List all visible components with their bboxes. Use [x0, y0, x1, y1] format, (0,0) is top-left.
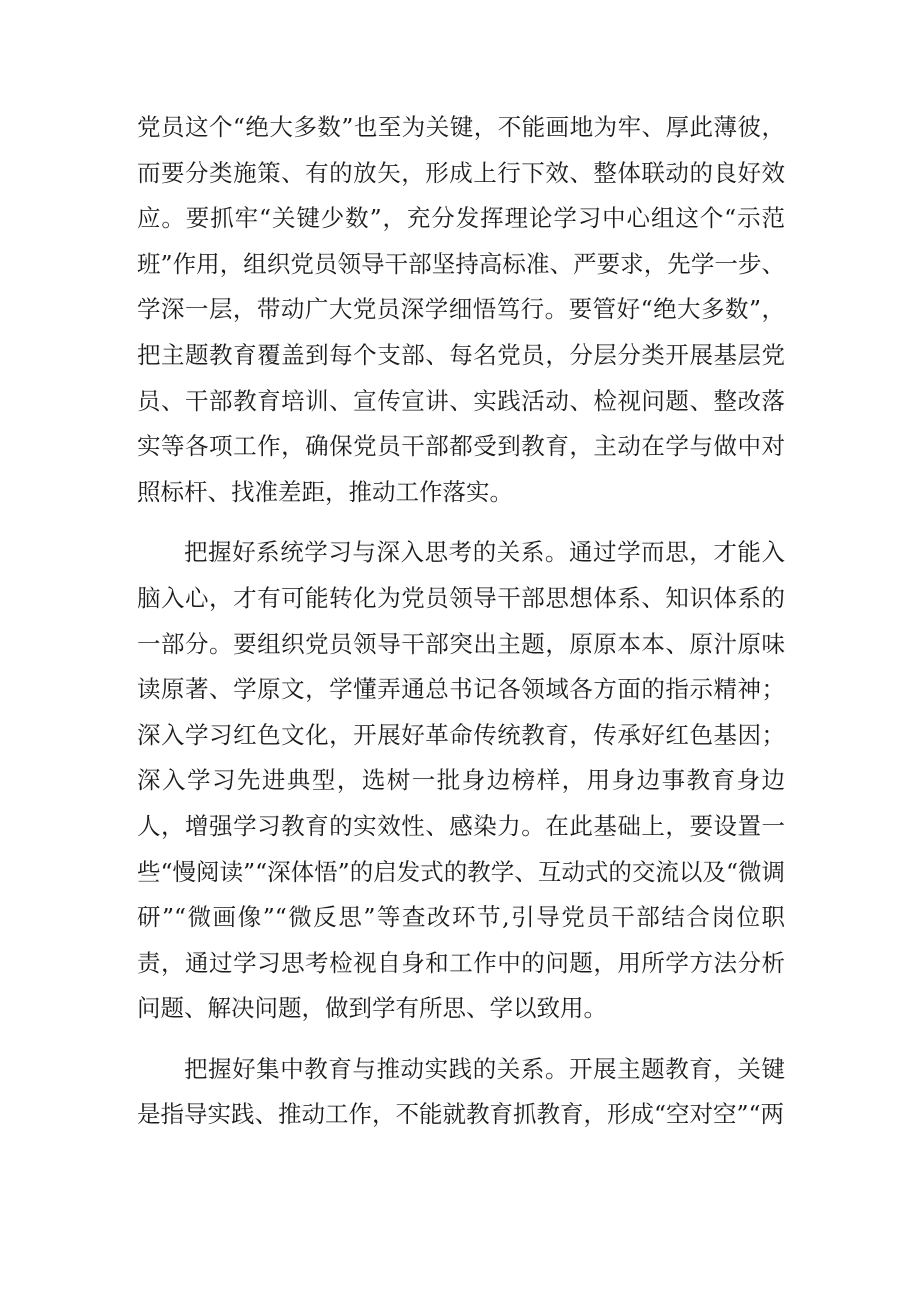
paragraph-study-and-reflection: 把握好系统学习与深入思考的关系。通过学而思，才能入脑入心，才有可能转化为党员领导干部思想体系、知识体系的一部分。要组织党员领导干部突出主题，原原本本、原汁原味读原著、学原文，学懂弄通总书记各领域各方面的指示精神；深入学习红色文化，开展好革命传统教育，传承好红色基因；深入学习先进典型，选树一批身边榜样，用身边事教育身边人，增强学习教育的实效性、感染力。在此基础上，要设置一些“慢阅读”“深体悟”的启发式的教学、互动式的交流以及“微调研”“微画像”“微反思”等查改环节,引导党员干部结合岗位职责，通过学习思考检视自身和工作中的问题，用所学方法分析问题、解决问题，做到学有所思、学以致用。	[137, 538, 785, 1023]
paragraph-education-and-practice: 把握好集中教育与推动实践的关系。开展主题教育，关键是指导实践、推动工作，不能就教育抓教育，形成“空对空”“两	[137, 1054, 785, 1129]
paragraph-continuation: 党员这个“绝大多数”也至为关键，不能画地为牢、厚此薄彼，而要分类施策、有的放矢，形成上行下效、整体联动的良好效应。要抓牢“关键少数”，充分发挥理论学习中心组这个“示范班”作用，组织党员领导干部坚持高标准、严要求，先学一步、学深一层，带动广大党员深学细悟笃行。要管好“绝大多数”，把主题教育覆盖到每个支部、每名党员，分层分类开展基层党员、干部教育培训、宣传宣讲、实践活动、检视问题、整改落实等各项工作，确保党员干部都受到教育，主动在学与做中对照标杆、找准差距，推动工作落实。	[137, 113, 785, 506]
